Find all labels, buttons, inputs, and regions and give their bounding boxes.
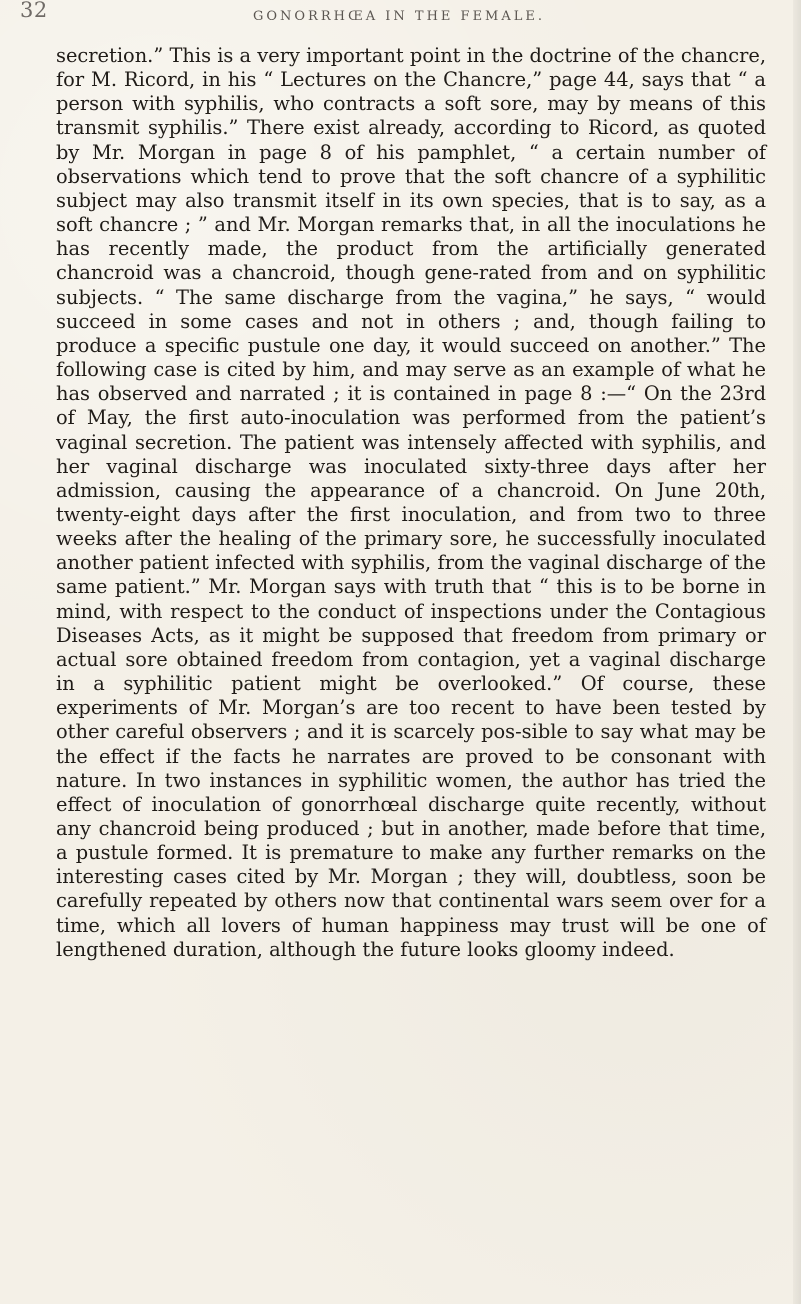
body-paragraph: secretion.” This is a very important point in the doctrine of the chancre, for M. Ricord, in his “ Lectures on the Chancre,” page 44, says that “ a person with syphilis, who contracts a soft sore, may by means of this transmit syphilis.” There exist already, according to Ricord, as quoted by Mr. Morgan in page 8 of his pamphlet, “ a certain number of observations which tend to prove that the soft chancre of a syphilitic subject may also transmit itself in its own species, that is to say, as a soft chancre ; ” and Mr. Morgan remarks that, in all the inoculations he has recently made, the product from the artificially generated chancroid was a chancroid, though gene-rated from and on syphilitic subjects. “ The same discharge from the vagina,” he says, “ would succeed in some cases and not in others ; and, though failing to produce a specific pustule one day, it would succeed on another.” The following case is cited by him, and may serve as an example of what he has observed and narrated ; it is contained in page 8 :—“ On the 23rd of May, the first auto-inoculation was performed from the patient’s vaginal secretion. The patient was intensely affected with syphilis, and her vaginal discharge was inoculated sixty-three days after her admission, causing the appearance of a chancroid. On June 20th, twenty-eight days after the first inoculation, and from two to three weeks after the healing of the primary sore, he successfully inoculated another patient infected with syphilis, from the vaginal discharge of the same patient.” Mr. Morgan says with truth that “ this is to be borne in mind, with respect to the conduct of inspections under the Contagious Diseases Acts, as it might be supposed that freedom from primary or actual sore obtained freedom from contagion, yet a vaginal discharge in a syphilitic patient might be overlooked.” Of course, these experiments of Mr. Morgan’s are too recent to have been tested by other careful observers ; and it is scarcely pos-sible to say what may be the effect if the facts he narrates are proved to be consonant with nature. In two instances in syphilitic women, the author has tried the effect of inoculation of gonorrhœal discharge quite recently, without any chancroid being produced ; but in another, made before that time, a pustule formed. It is premature to make any further remarks on the interesting cases cited by Mr. Morgan ; they will, doubtless, soon be carefully repeated by others now that continental wars seem over for a time, which all lovers of human happiness may trust will be one of lengthened duration, although the future looks gloomy indeed.: [56, 44, 766, 961]
page-number: 32: [20, 0, 48, 22]
body-text: [56, 44, 766, 962]
page-edge-shadow: [793, 0, 801, 1304]
running-head: GONORRHŒA IN THE FEMALE.: [252, 9, 546, 24]
